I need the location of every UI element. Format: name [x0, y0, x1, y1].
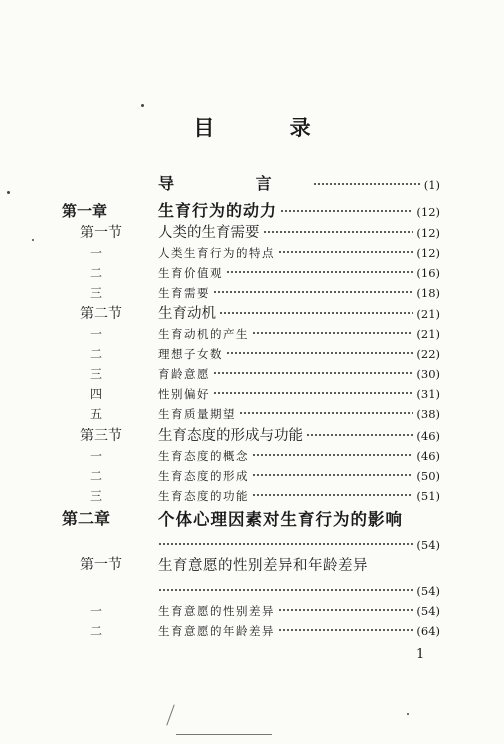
toc-entry-subsection[interactable]	[0, 384, 504, 404]
toc-entry-section[interactable]	[0, 304, 504, 324]
subsection-label: 一	[89, 449, 102, 463]
dot-leader	[213, 367, 413, 379]
toc-page-number: (1)	[423, 178, 440, 192]
toc-entry-title: 生育意愿的性别差异	[158, 604, 275, 618]
toc-page-number: (54)	[416, 584, 440, 598]
toc-entry-title: 生育质量期望	[158, 407, 236, 421]
toc-entry-section[interactable]	[0, 555, 504, 603]
scan-smudge	[176, 734, 272, 735]
toc-entry-subsection[interactable]	[0, 324, 504, 344]
toc-entry-subsection[interactable]	[0, 344, 504, 364]
toc-entry-title: 生育态度的形成	[158, 469, 249, 483]
toc-entry-title: 导 言	[158, 174, 310, 193]
toc-entry-chapter-1[interactable]	[0, 201, 504, 221]
dot-leader	[278, 246, 413, 258]
toc-entry-title: 育龄意愿	[158, 367, 210, 381]
toc-entry-title: 生育态度的功能	[158, 489, 249, 503]
toc-entry-subsection[interactable]	[0, 283, 504, 303]
dot-leader	[158, 584, 413, 596]
subsection-label: 二	[89, 624, 102, 638]
toc-entry-title: 生育态度的概念	[158, 449, 249, 463]
scan-speck	[407, 713, 409, 715]
dot-leader	[278, 624, 413, 636]
subsection-label: 三	[89, 367, 102, 381]
subsection-label: 二	[89, 347, 102, 361]
dot-leader	[158, 538, 413, 550]
dot-leader	[213, 387, 413, 399]
dot-leader	[252, 327, 413, 339]
dot-leader	[213, 286, 413, 298]
toc-page-number: (12)	[416, 226, 440, 240]
dot-leader	[278, 604, 413, 616]
toc-page-number: (12)	[416, 246, 440, 260]
toc-page-number: (22)	[416, 347, 440, 361]
toc-page-number: (54)	[416, 604, 440, 618]
scan-speck	[7, 191, 10, 194]
dot-leader	[219, 307, 413, 319]
toc-entry-subsection[interactable]	[0, 263, 504, 283]
toc-entry-title: 生育态度的形成与功能	[158, 428, 303, 444]
toc-page-number: (18)	[416, 286, 440, 300]
toc-entry-subsection[interactable]	[0, 621, 504, 641]
subsection-label: 五	[89, 407, 102, 421]
subsection-label: 一	[89, 327, 102, 341]
chapter-label: 第二章	[62, 509, 111, 528]
toc-entry-chapter-2[interactable]	[0, 509, 504, 557]
subsection-label: 四	[89, 387, 102, 401]
toc-page-number: (46)	[416, 449, 440, 463]
toc-page-number: (31)	[416, 387, 440, 401]
toc-entry-title: 人类的生育需要	[158, 225, 260, 241]
section-label: 第一节	[80, 225, 122, 241]
toc-entry-title: 生育行为的动力	[158, 201, 278, 220]
section-label: 第二节	[80, 306, 122, 322]
subsection-label: 二	[89, 266, 102, 280]
toc-entry-title: 生育意愿的性别差异和年龄差异	[158, 558, 368, 574]
toc-entry-subsection[interactable]	[0, 486, 504, 506]
toc-entry-title: 生育动机的产生	[158, 327, 249, 341]
section-label: 第一节	[80, 557, 122, 573]
dot-leader	[263, 226, 414, 238]
toc-entry-title: 人类生育行为的特点	[158, 246, 275, 260]
toc-entry-subsection[interactable]	[0, 364, 504, 384]
section-label: 第三节	[80, 428, 122, 444]
toc-page-number: (12)	[416, 205, 440, 219]
toc-page-number: (46)	[416, 429, 440, 443]
toc-entry-subsection[interactable]	[0, 466, 504, 486]
dot-leader	[226, 347, 413, 359]
dot-leader	[252, 469, 413, 481]
toc-page-number: (21)	[416, 327, 440, 341]
scan-speck	[32, 239, 34, 241]
dot-leader	[280, 205, 413, 217]
subsection-label: 三	[89, 286, 102, 300]
toc-entry-title: 生育动机	[158, 306, 216, 322]
toc-entry-subsection[interactable]	[0, 601, 504, 621]
toc-entry-title: 生育需要	[158, 286, 210, 300]
dot-leader	[252, 489, 413, 501]
toc-entry-title: 个体心理因素对生育行为的影响	[158, 510, 403, 529]
toc-entry-title: 生育意愿的年龄差异	[158, 624, 275, 638]
scan-speck	[141, 104, 144, 107]
toc-page-number: (50)	[416, 469, 440, 483]
toc-page-number: (21)	[416, 307, 440, 321]
toc-entry-subsection[interactable]	[0, 404, 504, 424]
page-title: 目 录	[193, 115, 345, 140]
subsection-label: 二	[89, 469, 102, 483]
page-number: 1	[416, 647, 425, 662]
toc-entry-title: 理想子女数	[158, 347, 223, 361]
toc-entry-section[interactable]	[0, 223, 504, 243]
subsection-label: 一	[89, 604, 102, 618]
dot-leader	[252, 449, 413, 461]
toc-entry-subsection[interactable]	[0, 446, 504, 466]
dot-leader	[313, 178, 421, 190]
toc-page-number: (51)	[416, 489, 440, 503]
toc-page-number: (38)	[416, 407, 440, 421]
scan-smudge	[166, 704, 174, 725]
toc-page-number: (64)	[416, 624, 440, 638]
toc-entry-subsection[interactable]	[0, 243, 504, 263]
chapter-label: 第一章	[62, 202, 108, 220]
subsection-label: 一	[89, 246, 102, 260]
toc-entry-section[interactable]	[0, 426, 504, 446]
toc-entry-title: 生育价值观	[158, 266, 223, 280]
toc-page-number: (54)	[416, 538, 440, 552]
toc-page-number: (30)	[416, 367, 440, 381]
dot-leader	[239, 407, 413, 419]
toc-entry-title: 性别偏好	[158, 387, 210, 401]
toc-page-number: (16)	[416, 266, 440, 280]
dot-leader	[306, 429, 413, 441]
subsection-label: 三	[89, 489, 102, 503]
toc-entry-intro[interactable]	[0, 174, 504, 194]
dot-leader	[226, 266, 413, 278]
